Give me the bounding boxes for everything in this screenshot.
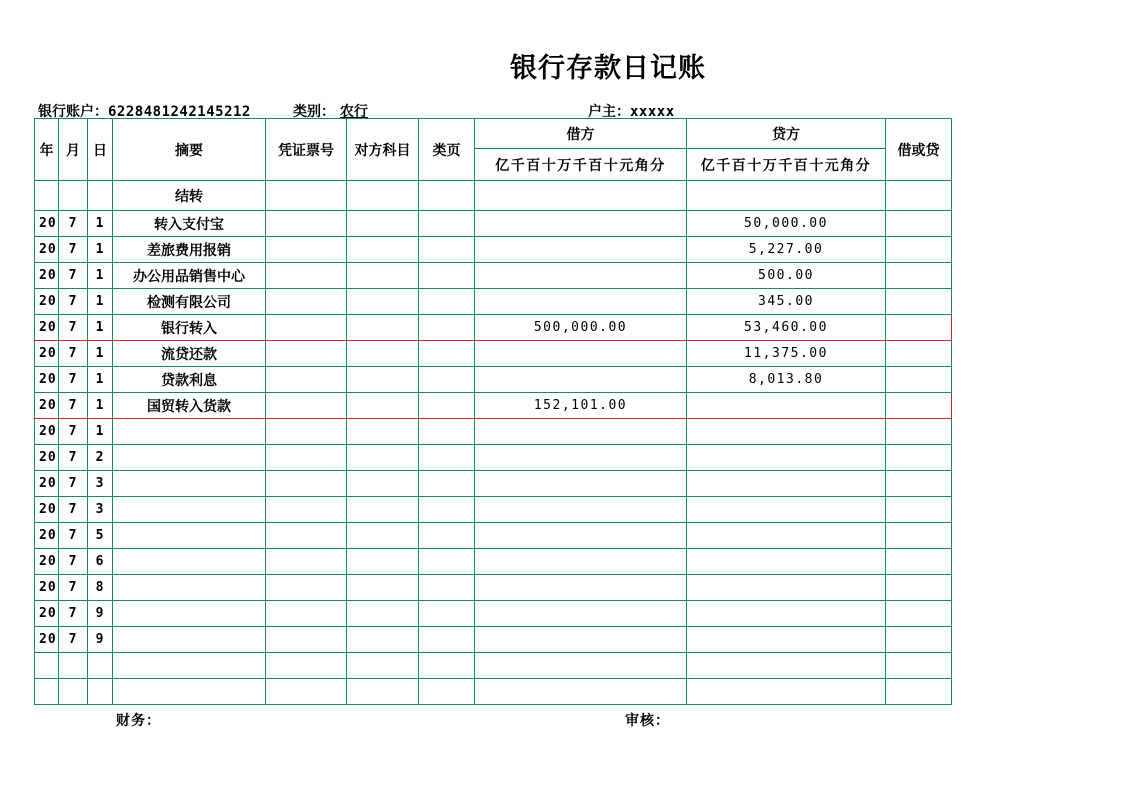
cell-debit[interactable]: [475, 263, 687, 289]
page-title: 银行存款日记账: [510, 53, 706, 84]
cell-direction[interactable]: [886, 289, 952, 315]
cell-page[interactable]: [419, 445, 475, 471]
col-header-counter-account: 对方科目: [347, 119, 419, 181]
cell-counter-account[interactable]: [347, 289, 419, 315]
cell-credit[interactable]: [687, 549, 886, 575]
cell-direction[interactable]: [886, 445, 952, 471]
cell-credit[interactable]: [687, 679, 886, 705]
cell-debit[interactable]: [475, 575, 687, 601]
cell-year[interactable]: 20: [35, 497, 59, 523]
cell-month[interactable]: 7: [59, 627, 88, 653]
cell-year[interactable]: [35, 653, 59, 679]
audit-signoff: 审核：: [625, 713, 670, 729]
cell-direction[interactable]: [886, 393, 952, 419]
table-row: [35, 627, 952, 653]
cell-credit[interactable]: 53,460.00: [687, 315, 886, 341]
cell-day[interactable]: 8: [88, 575, 113, 601]
table-row: [35, 679, 952, 705]
cell-debit[interactable]: [475, 653, 687, 679]
cell-day[interactable]: [88, 181, 113, 211]
cell-year[interactable]: 20: [35, 523, 59, 549]
cell-direction[interactable]: [886, 263, 952, 289]
cell-credit[interactable]: 500.00: [687, 263, 886, 289]
cell-page[interactable]: [419, 341, 475, 367]
cell-day[interactable]: 1: [88, 289, 113, 315]
cell-debit[interactable]: [475, 549, 687, 575]
cell-month[interactable]: 7: [59, 341, 88, 367]
cell-day[interactable]: 1: [88, 367, 113, 393]
cell-credit[interactable]: 5,227.00: [687, 237, 886, 263]
cell-month[interactable]: 7: [59, 575, 88, 601]
cell-summary[interactable]: 结转: [113, 181, 266, 211]
cell-year[interactable]: 20: [35, 471, 59, 497]
cell-debit[interactable]: [475, 601, 687, 627]
table-row: [35, 575, 952, 601]
cell-counter-account[interactable]: [347, 315, 419, 341]
col-header-credit: 贷方: [687, 119, 886, 149]
owner-label: 户主：: [588, 104, 630, 120]
cell-day[interactable]: 5: [88, 523, 113, 549]
cell-credit[interactable]: 345.00: [687, 289, 886, 315]
cell-credit[interactable]: [687, 601, 886, 627]
cell-voucher[interactable]: [266, 523, 347, 549]
cell-year[interactable]: 20: [35, 575, 59, 601]
cell-month[interactable]: 7: [59, 471, 88, 497]
cell-debit[interactable]: [475, 289, 687, 315]
cell-day[interactable]: [88, 679, 113, 705]
cell-month[interactable]: [59, 181, 88, 211]
cell-page[interactable]: [419, 679, 475, 705]
cell-summary[interactable]: 差旅费用报销: [113, 237, 266, 263]
cell-summary[interactable]: 办公用品销售中心: [113, 263, 266, 289]
cell-credit[interactable]: [687, 575, 886, 601]
cell-page[interactable]: [419, 263, 475, 289]
cell-debit[interactable]: [475, 679, 687, 705]
cell-credit[interactable]: [687, 523, 886, 549]
cell-counter-account[interactable]: [347, 575, 419, 601]
cell-year[interactable]: 20: [35, 393, 59, 419]
cell-summary[interactable]: [113, 601, 266, 627]
cell-page[interactable]: [419, 419, 475, 445]
cell-counter-account[interactable]: [347, 181, 419, 211]
cell-voucher[interactable]: [266, 289, 347, 315]
cell-direction[interactable]: [886, 679, 952, 705]
cell-credit[interactable]: 11,375.00: [687, 341, 886, 367]
cell-direction[interactable]: [886, 315, 952, 341]
col-header-year: 年: [35, 119, 59, 181]
cell-page[interactable]: [419, 211, 475, 237]
col-header-debit: 借方: [475, 119, 687, 149]
table-row: [35, 237, 952, 263]
cell-summary[interactable]: [113, 575, 266, 601]
cell-credit[interactable]: [687, 393, 886, 419]
cell-month[interactable]: 7: [59, 445, 88, 471]
category-value: 农行: [339, 104, 368, 120]
cell-counter-account[interactable]: [347, 341, 419, 367]
cell-page[interactable]: [419, 575, 475, 601]
cell-direction[interactable]: [886, 367, 952, 393]
cell-year[interactable]: 20: [35, 601, 59, 627]
account-number: 6228481242145212: [108, 104, 251, 120]
col-header-day: 日: [88, 119, 113, 181]
cell-page[interactable]: [419, 523, 475, 549]
cell-summary[interactable]: [113, 445, 266, 471]
debit-digit-units: 亿千百十万千百十元角分: [475, 149, 687, 181]
col-header-page: 类页: [419, 119, 475, 181]
cell-credit[interactable]: [687, 627, 886, 653]
cell-month[interactable]: 7: [59, 601, 88, 627]
cell-month[interactable]: 7: [59, 237, 88, 263]
cell-direction[interactable]: [886, 549, 952, 575]
cell-day[interactable]: 1: [88, 341, 113, 367]
cell-debit[interactable]: [475, 445, 687, 471]
cell-summary[interactable]: [113, 679, 266, 705]
cell-page[interactable]: [419, 237, 475, 263]
cell-day[interactable]: 1: [88, 393, 113, 419]
cell-summary[interactable]: [113, 549, 266, 575]
cell-day[interactable]: 1: [88, 237, 113, 263]
cell-voucher[interactable]: [266, 679, 347, 705]
table-row: [35, 289, 952, 315]
cell-page[interactable]: [419, 653, 475, 679]
cell-voucher[interactable]: [266, 575, 347, 601]
cell-direction[interactable]: [886, 575, 952, 601]
cell-debit[interactable]: [475, 341, 687, 367]
cell-summary[interactable]: [113, 419, 266, 445]
cell-day[interactable]: 9: [88, 627, 113, 653]
cell-year[interactable]: 20: [35, 367, 59, 393]
cell-credit[interactable]: 8,013.80: [687, 367, 886, 393]
credit-digit-units: 亿千百十万千百十元角分: [687, 149, 886, 181]
cell-month[interactable]: [59, 653, 88, 679]
cell-year[interactable]: 20: [35, 419, 59, 445]
cell-day[interactable]: 2: [88, 445, 113, 471]
cell-day[interactable]: 1: [88, 315, 113, 341]
cell-page[interactable]: [419, 601, 475, 627]
cell-voucher[interactable]: [266, 653, 347, 679]
cell-direction[interactable]: [886, 419, 952, 445]
cell-debit[interactable]: [475, 181, 687, 211]
table-row: [35, 419, 952, 445]
cell-month[interactable]: 7: [59, 315, 88, 341]
cell-page[interactable]: [419, 289, 475, 315]
cell-page[interactable]: [419, 627, 475, 653]
cell-direction[interactable]: [886, 601, 952, 627]
table-row: [35, 263, 952, 289]
cell-voucher[interactable]: [266, 341, 347, 367]
owner-value: xxxxx: [630, 104, 675, 120]
table-row: [35, 549, 952, 575]
cell-summary[interactable]: [113, 471, 266, 497]
cell-summary[interactable]: [113, 653, 266, 679]
col-header-direction: 借或贷: [886, 119, 952, 181]
cell-counter-account[interactable]: [347, 653, 419, 679]
cell-year[interactable]: 20: [35, 445, 59, 471]
cell-month[interactable]: 7: [59, 497, 88, 523]
cell-debit[interactable]: [475, 211, 687, 237]
cell-year[interactable]: [35, 181, 59, 211]
cell-direction[interactable]: [886, 497, 952, 523]
cell-credit[interactable]: [687, 181, 886, 211]
cell-month[interactable]: 7: [59, 523, 88, 549]
cell-debit[interactable]: 152,101.00: [475, 393, 687, 419]
cell-credit[interactable]: [687, 419, 886, 445]
cell-debit[interactable]: [475, 497, 687, 523]
cell-day[interactable]: 3: [88, 497, 113, 523]
cell-counter-account[interactable]: [347, 393, 419, 419]
table-row: [35, 315, 952, 341]
account-label: 银行账户：: [38, 104, 108, 120]
header-row: [35, 119, 952, 149]
cell-debit[interactable]: [475, 471, 687, 497]
cell-counter-account[interactable]: [347, 367, 419, 393]
table-row: [35, 367, 952, 393]
cell-page[interactable]: [419, 549, 475, 575]
cell-direction[interactable]: [886, 627, 952, 653]
cell-year[interactable]: 20: [35, 341, 59, 367]
cell-month[interactable]: 7: [59, 549, 88, 575]
col-header-voucher: 凭证票号: [266, 119, 347, 181]
cell-month[interactable]: 7: [59, 263, 88, 289]
finance-signoff: 财务：: [116, 713, 161, 729]
cell-month[interactable]: [59, 679, 88, 705]
cell-month[interactable]: 7: [59, 419, 88, 445]
cell-voucher[interactable]: [266, 497, 347, 523]
cell-voucher[interactable]: [266, 601, 347, 627]
cell-debit[interactable]: [475, 367, 687, 393]
cell-summary[interactable]: 检测有限公司: [113, 289, 266, 315]
cell-year[interactable]: [35, 679, 59, 705]
cell-counter-account[interactable]: [347, 445, 419, 471]
cell-counter-account[interactable]: [347, 237, 419, 263]
cell-counter-account[interactable]: [347, 523, 419, 549]
cell-counter-account[interactable]: [347, 471, 419, 497]
cell-direction[interactable]: [886, 211, 952, 237]
cell-summary[interactable]: 银行转入: [113, 315, 266, 341]
cell-summary[interactable]: [113, 523, 266, 549]
cell-counter-account[interactable]: [347, 627, 419, 653]
cell-debit[interactable]: [475, 523, 687, 549]
cell-summary[interactable]: 国贸转入货款: [113, 393, 266, 419]
cell-day[interactable]: 3: [88, 471, 113, 497]
cell-direction[interactable]: [886, 181, 952, 211]
cell-counter-account[interactable]: [347, 497, 419, 523]
cell-summary[interactable]: 贷款利息: [113, 367, 266, 393]
table-row: [35, 211, 952, 237]
cell-day[interactable]: 1: [88, 211, 113, 237]
cell-year[interactable]: 20: [35, 211, 59, 237]
cell-day[interactable]: 6: [88, 549, 113, 575]
table-row: [35, 471, 952, 497]
cell-debit[interactable]: 500,000.00: [475, 315, 687, 341]
cell-counter-account[interactable]: [347, 419, 419, 445]
cell-counter-account[interactable]: [347, 549, 419, 575]
cell-page[interactable]: [419, 393, 475, 419]
cell-voucher[interactable]: [266, 367, 347, 393]
cell-day[interactable]: [88, 653, 113, 679]
cell-day[interactable]: 9: [88, 601, 113, 627]
col-header-summary: 摘要: [113, 119, 266, 181]
table-row: [35, 653, 952, 679]
table-row: [35, 523, 952, 549]
cell-credit[interactable]: [687, 471, 886, 497]
cell-voucher[interactable]: [266, 471, 347, 497]
cell-credit[interactable]: [687, 497, 886, 523]
cell-month[interactable]: 7: [59, 367, 88, 393]
cell-counter-account[interactable]: [347, 263, 419, 289]
cell-voucher[interactable]: [266, 419, 347, 445]
category-label: 类别：: [293, 104, 335, 120]
col-header-month: 月: [59, 119, 88, 181]
cell-voucher[interactable]: [266, 181, 347, 211]
cell-direction[interactable]: [886, 237, 952, 263]
cell-voucher[interactable]: [266, 445, 347, 471]
cell-counter-account[interactable]: [347, 679, 419, 705]
ledger-table: [34, 118, 952, 705]
table-row: [35, 445, 952, 471]
cell-year[interactable]: 20: [35, 315, 59, 341]
cell-voucher[interactable]: [266, 237, 347, 263]
cell-year[interactable]: 20: [35, 549, 59, 575]
cell-counter-account[interactable]: [347, 211, 419, 237]
cell-summary[interactable]: [113, 497, 266, 523]
cell-credit[interactable]: [687, 653, 886, 679]
cell-debit[interactable]: [475, 419, 687, 445]
cell-summary[interactable]: [113, 627, 266, 653]
cell-voucher[interactable]: [266, 211, 347, 237]
cell-direction[interactable]: [886, 653, 952, 679]
cell-debit[interactable]: [475, 237, 687, 263]
cell-voucher[interactable]: [266, 549, 347, 575]
cell-year[interactable]: 20: [35, 237, 59, 263]
cell-voucher[interactable]: [266, 263, 347, 289]
cell-month[interactable]: 7: [59, 289, 88, 315]
table-row: [35, 497, 952, 523]
cell-direction[interactable]: [886, 471, 952, 497]
cell-voucher[interactable]: [266, 393, 347, 419]
cell-summary[interactable]: 转入支付宝: [113, 211, 266, 237]
cell-voucher[interactable]: [266, 627, 347, 653]
cell-day[interactable]: 1: [88, 419, 113, 445]
cell-summary[interactable]: 流贷还款: [113, 341, 266, 367]
cell-debit[interactable]: [475, 627, 687, 653]
cell-day[interactable]: 1: [88, 263, 113, 289]
table-row: [35, 181, 952, 211]
cell-credit[interactable]: 50,000.00: [687, 211, 886, 237]
cell-year[interactable]: 20: [35, 263, 59, 289]
cell-page[interactable]: [419, 497, 475, 523]
cell-page[interactable]: [419, 367, 475, 393]
table-row: [35, 393, 952, 419]
cell-direction[interactable]: [886, 523, 952, 549]
cell-counter-account[interactable]: [347, 601, 419, 627]
cell-page[interactable]: [419, 471, 475, 497]
table-row: [35, 601, 952, 627]
table-row: [35, 341, 952, 367]
cell-page[interactable]: [419, 181, 475, 211]
cell-year[interactable]: 20: [35, 289, 59, 315]
cell-page[interactable]: [419, 315, 475, 341]
cell-direction[interactable]: [886, 341, 952, 367]
cell-year[interactable]: 20: [35, 627, 59, 653]
cell-credit[interactable]: [687, 445, 886, 471]
cell-month[interactable]: 7: [59, 393, 88, 419]
cell-month[interactable]: 7: [59, 211, 88, 237]
cell-voucher[interactable]: [266, 315, 347, 341]
